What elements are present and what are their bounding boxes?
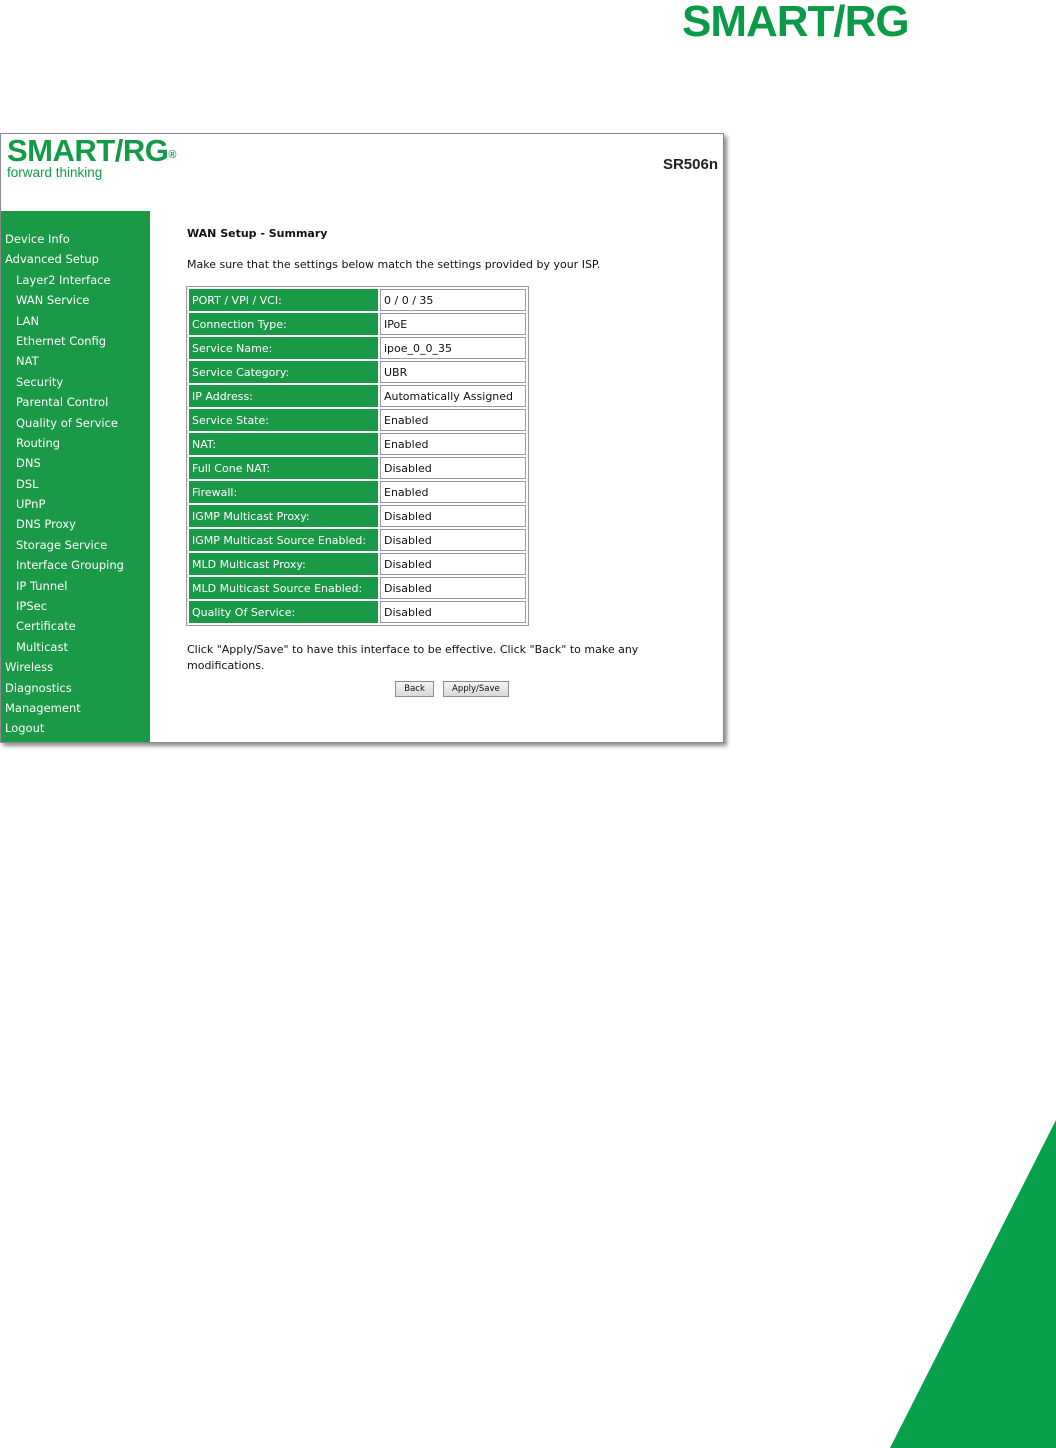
sidebar-item-parental-control[interactable]: Parental Control (16, 395, 109, 410)
row-label: Service Category: (189, 361, 378, 383)
row-label: IP Address: (189, 385, 378, 407)
row-value: Enabled (380, 433, 526, 455)
intro-text: Make sure that the settings below match the settings provided by your ISP. (187, 258, 601, 271)
sidebar-item-dsl[interactable]: DSL (16, 476, 39, 491)
row-value: Disabled (380, 529, 526, 551)
footer-text: Click "Apply/Save" to have this interface to be effective. Click "Back" to make any modifications. (187, 643, 639, 672)
row-value: Enabled (380, 481, 526, 503)
row-label: Service State: (189, 409, 378, 431)
table-row (189, 313, 526, 335)
row-label: MLD Multicast Source Enabled: (189, 577, 378, 599)
back-button[interactable]: Back (395, 681, 434, 697)
page-title: WAN Setup - Summary (187, 227, 328, 240)
app-tagline: forward thinking (7, 165, 103, 180)
button-bar (187, 676, 717, 697)
row-value: Disabled (380, 601, 526, 623)
sidebar-nav (1, 211, 150, 739)
table-row (189, 457, 526, 479)
sidebar-item-routing[interactable]: Routing (16, 435, 61, 450)
router-screenshot (0, 133, 724, 743)
row-value: Disabled (380, 457, 526, 479)
table-row (189, 577, 526, 599)
row-label: Connection Type: (189, 313, 378, 335)
sidebar-item-quality-of-service[interactable]: Quality of Service (16, 415, 118, 430)
main-content (187, 227, 707, 697)
row-value: Disabled (380, 505, 526, 527)
row-label: Quality Of Service: (189, 601, 378, 623)
sidebar-item-advanced-setup[interactable]: Advanced Setup (5, 252, 99, 267)
sidebar-item-security[interactable]: Security (16, 374, 64, 389)
table-row (189, 433, 526, 455)
sidebar-item-management[interactable]: Management (5, 700, 81, 715)
sidebar-item-ipsec[interactable]: IPSec (16, 599, 48, 614)
sidebar-item-dns-proxy[interactable]: DNS Proxy (16, 517, 76, 532)
sidebar-item-interface-grouping[interactable]: Interface Grouping (16, 558, 124, 573)
row-value: 0 / 0 / 35 (380, 289, 526, 311)
sidebar-item-diagnostics[interactable]: Diagnostics (5, 680, 72, 695)
table-row (189, 601, 526, 623)
row-label: PORT / VPI / VCI: (189, 289, 378, 311)
sidebar-item-ip-tunnel[interactable]: IP Tunnel (16, 578, 68, 593)
sidebar-item-wireless[interactable]: Wireless (5, 660, 54, 675)
row-label: Firewall: (189, 481, 378, 503)
sidebar (1, 211, 150, 742)
row-label: IGMP Multicast Proxy: (189, 505, 378, 527)
row-label: NAT: (189, 433, 378, 455)
sidebar-item-dns[interactable]: DNS (16, 456, 41, 471)
apply-save-button[interactable]: Apply/Save (443, 681, 509, 697)
sidebar-item-upnp[interactable]: UPnP (16, 497, 46, 512)
sidebar-item-lan[interactable]: LAN (16, 313, 40, 328)
sidebar-item-storage-service[interactable]: Storage Service (16, 537, 108, 552)
row-value: Disabled (380, 577, 526, 599)
table-row (189, 385, 526, 407)
model-name: SR506n (662, 156, 718, 173)
table-row (189, 409, 526, 431)
row-label: Service Name: (189, 337, 378, 359)
table-row (189, 505, 526, 527)
table-row (189, 481, 526, 503)
brand-logo: SMART/RG (682, 0, 909, 46)
sidebar-item-logout[interactable]: Logout (5, 721, 45, 736)
sidebar-item-ethernet-config[interactable]: Ethernet Config (16, 333, 107, 348)
row-value: Automatically Assigned (380, 385, 526, 407)
registered-mark-icon: ® (168, 149, 176, 161)
table-row (189, 361, 526, 383)
sidebar-item-certificate[interactable]: Certificate (16, 619, 76, 634)
sidebar-item-device-info[interactable]: Device Info (5, 232, 70, 246)
row-label: IGMP Multicast Source Enabled: (189, 529, 378, 551)
row-value: ipoe_0_0_35 (380, 337, 526, 359)
corner-decoration (890, 1120, 1056, 1448)
sidebar-item-wan-service[interactable]: WAN Service (16, 293, 90, 308)
sidebar-item-layer2-interface[interactable]: Layer2 Interface (16, 272, 111, 287)
table-row (189, 529, 526, 551)
row-value: UBR (380, 361, 526, 383)
row-value: IPoE (380, 313, 526, 335)
row-value: Enabled (380, 409, 526, 431)
app-logo[interactable] (7, 134, 176, 180)
sidebar-item-multicast[interactable]: Multicast (16, 639, 68, 654)
row-label: Full Cone NAT: (189, 457, 378, 479)
table-row (189, 289, 526, 311)
table-row (189, 553, 526, 575)
row-label: MLD Multicast Proxy: (189, 553, 378, 575)
summary-table (186, 286, 529, 626)
row-value: Disabled (380, 553, 526, 575)
sidebar-item-nat[interactable]: NAT (16, 354, 39, 369)
table-row (189, 337, 526, 359)
app-logo-wordmark: SMART/RG (7, 133, 169, 168)
